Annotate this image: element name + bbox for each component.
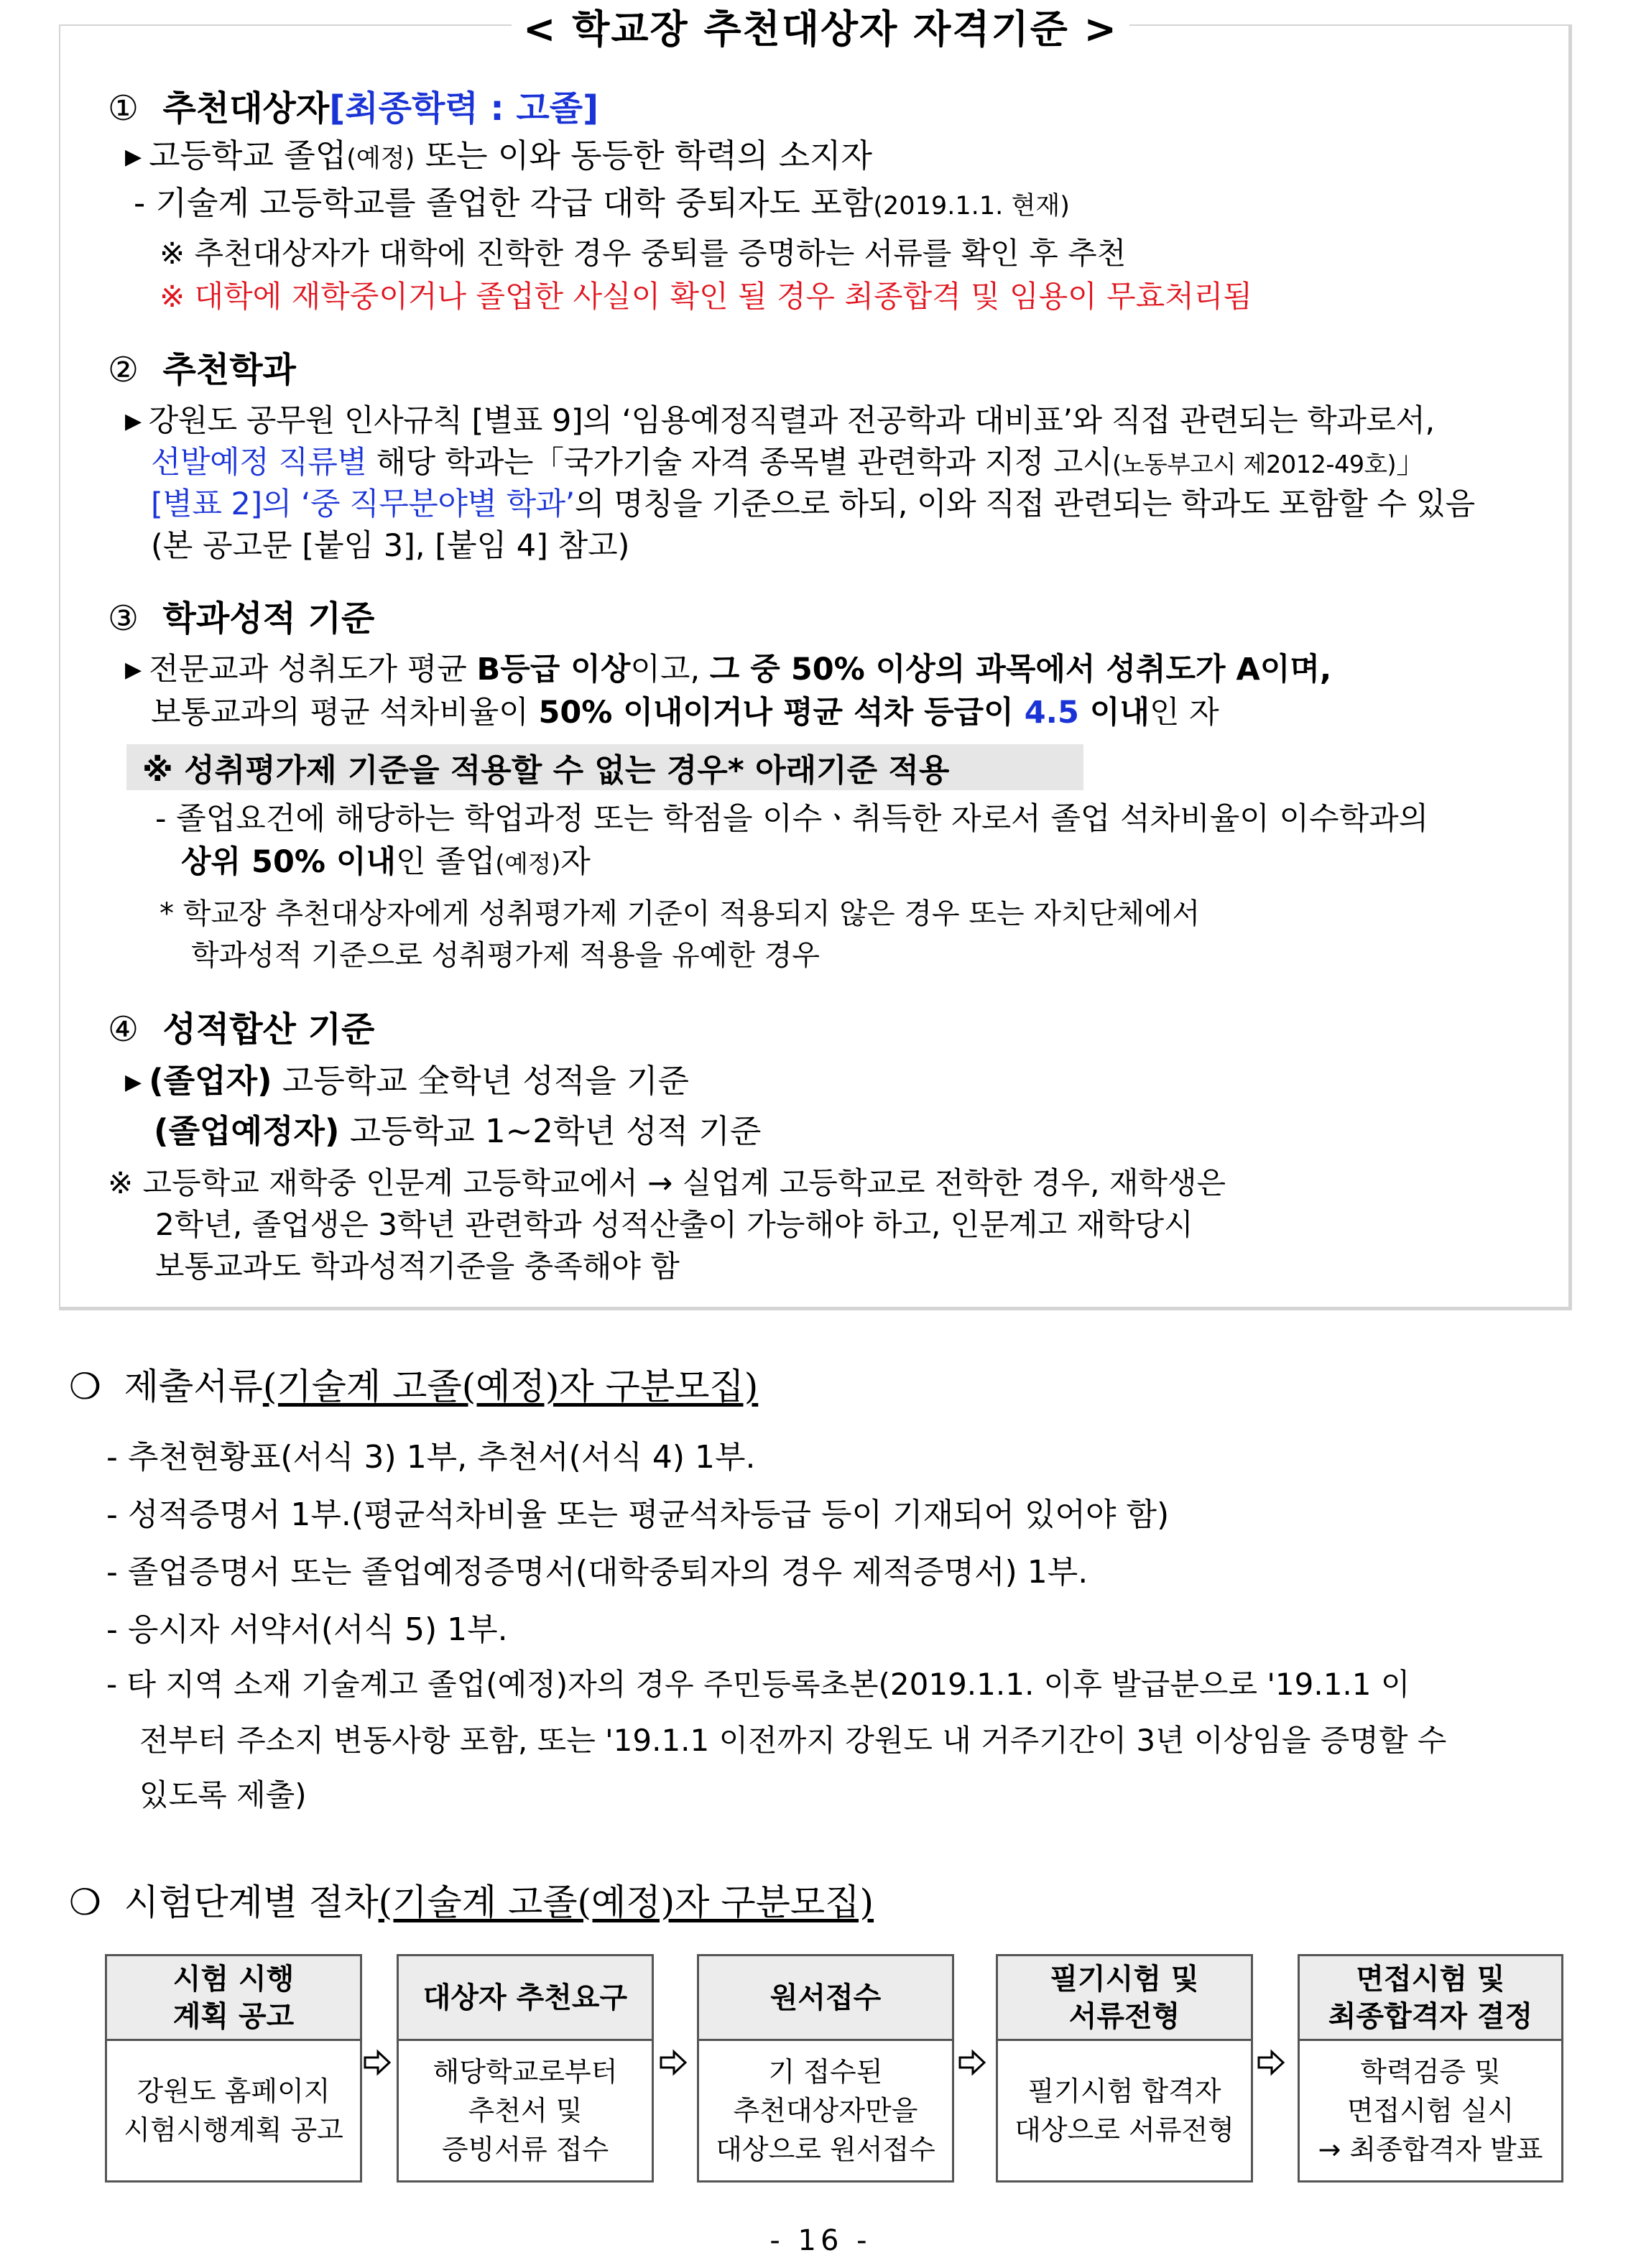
section-4-line-2: (졸업예정자) 고등학교 1~2학년 성적 기준 xyxy=(154,1112,762,1150)
arrow-right-icon xyxy=(362,2047,392,2078)
criteria-title: < 학교장 추천대상자 자격기준 > xyxy=(0,0,1641,54)
documents-item-5: - 타 지역 소재 기술계고 졸업(예정)자의 경우 주민등록초본(2019.1.1. 이후 발급분으로 '19.1.1 이 xyxy=(106,1667,1410,1702)
section-4-note-2: 2학년, 졸업생은 3학년 관련학과 성적산출이 가능해야 하고, 인문계고 재학당시 xyxy=(155,1207,1193,1242)
section-1-heading: ① 추천대상자[최종학력 : 고졸] xyxy=(108,88,598,129)
procedure-step-2-title: 대상자 추천요구 xyxy=(399,1956,652,2041)
procedure-step-1-title: 시험 시행 계획 공고 xyxy=(107,1956,360,2041)
documents-item-2: - 성적증명서 1부.(평균석차비율 또는 평균석차등급 등이 기재되어 있어야 함) xyxy=(106,1496,1170,1533)
section-2-line-3: [별표 2]의 ‘중 직무분야별 학과’의 명칭을 기준으로 하되, 이와 직접 관련되는 학과도 포함할 수 있음 xyxy=(151,486,1475,522)
section-3-detail-1: - 졸업요건에 해당하는 학업과정 또는 학점을 이수ㆍ취득한 자로서 졸업 석차비율이 이수학과의 xyxy=(155,801,1429,837)
procedure-heading: ❍ 시험단계별 절차(기술계 고졸(예정)자 구분모집) xyxy=(69,1881,874,1923)
circle-bullet-icon: ❍ xyxy=(69,1366,101,1407)
procedure-step-5-title: 면접시험 및 최종합격자 결정 xyxy=(1300,1956,1561,2041)
triangle-bullet-icon: ▶ xyxy=(125,1070,142,1095)
procedure-step-2 xyxy=(397,1954,654,2183)
section-3-detail-2: 상위 50% 이내인 졸업(예정)자 xyxy=(181,844,591,880)
procedure-step-2-desc: 해당학교로부터 추천서 및 증빙서류 접수 xyxy=(433,2056,618,2165)
page-number: - 16 - xyxy=(769,2224,872,2257)
section-3-footnote-2: 학과성적 기준으로 성취평가제 적용을 유예한 경우 xyxy=(191,939,820,972)
arrow-right-icon xyxy=(1256,2047,1286,2078)
procedure-step-1 xyxy=(105,1954,362,2183)
section-3-heading: ③ 학과성적 기준 xyxy=(108,598,375,639)
circle-bullet-icon: ❍ xyxy=(69,1881,101,1923)
documents-item-5-cont-2: 있도록 제출) xyxy=(139,1777,307,1813)
procedure-step-5 xyxy=(1298,1954,1563,2183)
documents-item-4: - 응시자 서약서(서식 5) 1부. xyxy=(106,1611,508,1648)
procedure-step-3-title: 원서접수 xyxy=(699,1956,952,2041)
arrow-right-icon xyxy=(957,2047,987,2078)
section-3-line-2: 보통교과의 평균 석차비율이 50% 이내이거나 평균 석차 등급이 4.5 이내인 자 xyxy=(151,695,1219,731)
section-3-footnote-1: * 학교장 추천대상자에게 성취평가제 기준이 적용되지 않은 경우 또는 자치단체에서 xyxy=(160,897,1201,930)
procedure-step-4-desc: 필기시험 합격자 대상으로 서류전형 xyxy=(1014,2075,1234,2146)
procedure-step-1-desc: 강원도 홈페이지 시험시행계획 공고 xyxy=(124,2075,343,2146)
section-2-line-2: 선발예정 직류별 해당 학과는「국가기술 자격 종목별 관련학과 지정 고시(노동부고시 제2012-49호)」 xyxy=(151,445,1427,481)
triangle-bullet-icon: ▶ xyxy=(125,144,142,170)
section-4-heading: ④ 성적합산 기준 xyxy=(108,1009,375,1050)
section-2-heading: ② 추천학과 xyxy=(108,350,296,390)
section-3-line-1: ▶ 전문교과 성취도가 평균 B등급 이상이고, 그 중 50% 이상의 과목에서 성취도가 A이며, xyxy=(125,652,1332,688)
triangle-bullet-icon: ▶ xyxy=(125,409,142,434)
procedure-step-4-title: 필기시험 및 서류전형 xyxy=(998,1956,1251,2041)
section-1-line-1: ▶ 고등학교 졸업(예정) 또는 이와 동등한 학력의 소지자 xyxy=(125,136,872,175)
documents-item-1: - 추천현황표(서식 3) 1부, 추천서(서식 4) 1부. xyxy=(106,1439,756,1476)
section-1-note-2: ※ 대학에 재학중이거나 졸업한 사실이 확인 될 경우 최종합격 및 임용이 무효처리됨 xyxy=(160,279,1252,314)
procedure-step-5-desc: 학력검증 및 면접시험 실시 → 최종합격자 발표 xyxy=(1318,2056,1543,2165)
procedure-step-3-desc: 기 접수된 추천대상자만을 대상으로 원서접수 xyxy=(716,2056,935,2165)
section-3-shaded-note: ※ 성취평가제 기준을 적용할 수 없는 경우* 아래기준 적용 xyxy=(126,744,1083,790)
section-2-line-4: (본 공고문 [붙임 3], [붙임 4] 참고) xyxy=(151,528,630,564)
section-4-note-1: ※ 고등학교 재학중 인문계 고등학교에서 → 실업계 고등학교로 전학한 경우, 재학생은 xyxy=(108,1165,1226,1200)
procedure-step-4 xyxy=(996,1954,1253,2183)
section-4-note-3: 보통교과도 학과성적기준을 충족해야 함 xyxy=(155,1249,680,1284)
documents-heading: ❍ 제출서류(기술계 고졸(예정)자 구분모집) xyxy=(69,1366,759,1407)
section-2-line-1: ▶ 강원도 공무원 인사규칙 [별표 9]의 ‘임용예정직렬과 전공학과 대비표’와 직접 관련되는 학과로서, xyxy=(125,403,1435,439)
documents-item-5-cont-1: 전부터 주소지 변동사항 포함, 또는 '19.1.1 이전까지 강원도 내 거주기간이 3년 이상임을 증명할 수 xyxy=(139,1723,1447,1758)
triangle-bullet-icon: ▶ xyxy=(125,657,142,682)
section-1-note-1: ※ 추천대상자가 대학에 진학한 경우 중퇴를 증명하는 서류를 확인 후 추천 xyxy=(160,236,1127,271)
arrow-right-icon xyxy=(658,2047,688,2078)
procedure-step-3 xyxy=(697,1954,954,2183)
section-1-line-2: - 기술계 고등학교를 졸업한 각급 대학 중퇴자도 포함(2019.1.1. 현재) xyxy=(134,184,1070,222)
section-4-line-1: ▶ (졸업자) 고등학교 全학년 성적을 기준 xyxy=(125,1062,690,1100)
documents-item-3: - 졸업증명서 또는 졸업예정증명서(대학중퇴자의 경우 제적증명서) 1부. xyxy=(106,1554,1088,1591)
